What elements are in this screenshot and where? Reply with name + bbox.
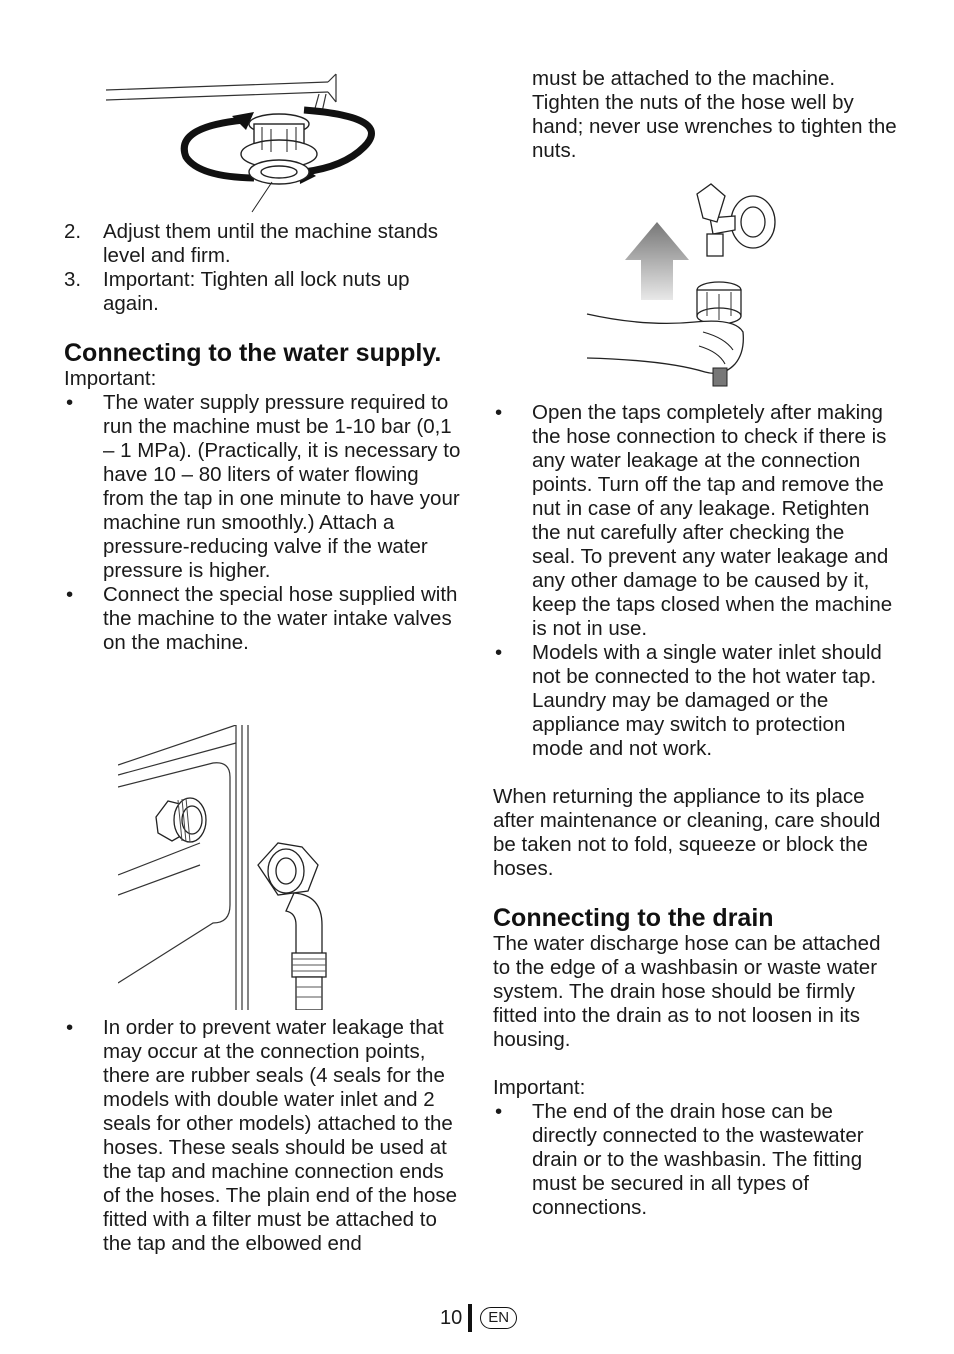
drain-heading: Connecting to the drain [493,904,774,932]
continuation-text: must be attached to the machine. Tighten the nuts of the hose well by hand; never use wrenches to tighten the nuts. [532,67,897,162]
right-column-top [532,67,897,163]
returning-paragraph: When returning the appliance to its place after maintenance or cleaning, care should be taken not to fold, squeeze or block the hoses. [493,785,881,880]
bullet-item: • In order to prevent water leakage that may occur at the connection points, there are rubber seals (4 seals for the models with double water inlet and 2 seals for other models) attached to the hoses. These seals should be used at the tap and machine connection ends of the hoses. The plain end of the hose fitted with a filter must be attached to the tap and the elbowed end [64,1016,464,1256]
step-text: Important: Tighten all lock nuts up again. [103,268,410,315]
water-supply-heading: Connecting to the water supply. [64,339,442,367]
water-supply-bullets [64,391,464,655]
step-number: 2. [64,220,82,243]
footer-divider [468,1304,472,1332]
important-label: Important: [493,1076,586,1099]
language-badge: EN [480,1307,517,1329]
left-column [64,220,464,655]
leveling-steps [64,220,464,316]
drain-bullets [493,1100,893,1220]
page-number: 10 [440,1306,463,1329]
step-item [64,220,464,268]
seals-bullets [64,1016,464,1256]
bullet-item: • The water supply pressure required to run the machine must be 1-10 bar (0,1 – 1 MPa). (Practically, it is necessary to have 10 – 80 liters of water flowing from the tap in one minute to have your machine run smoothly.) Attach a pressure-reducing valve if the water pressure is higher. [64,391,464,583]
tap-connection-illustration [585,182,785,387]
left-column-lower [64,1016,464,1256]
page-footer [440,1303,517,1333]
bullet-item: • Open the taps completely after making the hose connection to check if there is any water leakage at the connection points. Turn off the tap and remove the nut in case of any leakage. Retighten the nut carefully after checking the seal. To prevent any water leakage and any other damage to be caused by it, keep the taps closed when the machine is not in use. [493,401,893,641]
bullet-item: • Models with a single water inlet should not be connected to the hot water tap. Laundry may be damaged or the appliance may switch to protection mode and not work. [493,641,893,761]
step-number: 3. [64,268,82,291]
bullet-item: • Connect the special hose supplied with the machine to the water intake valves on the machine. [64,583,464,655]
adjustable-foot-illustration [104,72,394,214]
tap-bullets [493,401,893,761]
bullet-item: • The end of the drain hose can be directly connected to the wastewater drain or to the washbasin. The fitting must be secured in all types of connections. [493,1100,893,1220]
drain-paragraph: The water discharge hose can be attached to the edge of a washbasin or waste water system. The drain hose should be firmly fitted into the drain as to not loosen in its housing. [493,932,881,1051]
step-text: Adjust them until the machine stands level and firm. [103,220,439,267]
water-inlet-illustration [118,725,333,1010]
step-item [64,268,464,316]
important-label: Important: [64,367,157,390]
right-column [493,401,893,1220]
